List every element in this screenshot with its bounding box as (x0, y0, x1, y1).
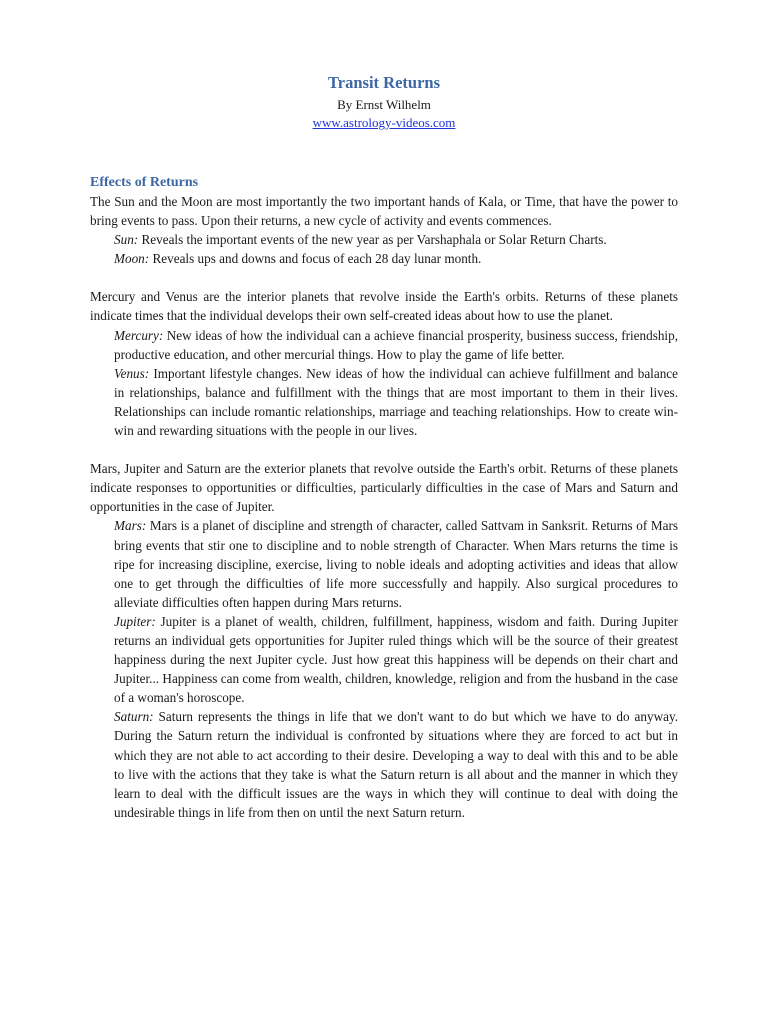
mars-term: Mars: (114, 518, 147, 534)
jupiter-item (114, 612, 678, 707)
saturn-term: Saturn: (114, 709, 154, 725)
paragraph-gap (90, 268, 678, 287)
sun-moon-intro: The Sun and the Moon are most importantly the two important hands of Kala, or Time, that have the power to bring events to pass. Upon their returns, a new cycle of activity and events commences. (90, 194, 678, 229)
paragraph-gap (90, 440, 678, 459)
moon-term: Moon: (114, 251, 150, 267)
interior-planets-intro: Mercury and Venus are the interior planets that revolve inside the Earth's orbits. Returns of these planets indicate times that the individual develops their own self-created ideas about how to use the planet. (90, 289, 678, 324)
document-title: Transit Returns (328, 73, 440, 92)
website-link[interactable]: www.astrology-videos.com (312, 115, 456, 130)
mars-item (114, 516, 678, 611)
saturn-text: Saturn represents the things in life that we don't want to do but which we have to do anyway. During the Saturn return the individual is confronted by situations where they are forced to act but in which they are not able to act according to their desire. Developing a way to deal with this and to be able to live with the actions that they take is what the Saturn return is all about and the manner in which they learn to deal with the difficult issues are the ways in which they will continue to deal with doing the undesirable things in life from then on until the next Saturn return. (114, 709, 678, 820)
moon-item (114, 249, 678, 268)
mars-text: Mars is a planet of discipline and strength of character, called Sattvam in Sanksrit. Returns of Mars bring events that stir one to discipline and to noble strength of Character. When Mars returns the time is ripe for increasing discipline, exercise, living to noble ideals and adopting activities and ideas that allow one to get through the difficulties of life more successfully and happily. Also surgical procedures to alleviate difficulties often happen during Mars returns. (114, 518, 678, 610)
author-byline: By Ernst Wilhelm (337, 97, 431, 112)
venus-item (114, 364, 678, 440)
mercury-text: New ideas of how the individual can a achieve financial prosperity, business success, friendship, productive education, and other mercurial things. How to play the game of life better. (114, 327, 678, 362)
section-heading: Effects of Returns (90, 175, 199, 190)
moon-text: Reveals ups and downs and focus of each 28 day lunar month. (149, 251, 482, 267)
jupiter-text: Jupiter is a planet of wealth, children, fulfillment, happiness, wisdom and faith. During Jupiter returns an individual gets opportunities for Jupiter ruled things which will be the source of their greatest happiness during the next Jupiter cycle. Just how great this happiness will be depends on their chart and Jupiter... Happiness can come from wealth, children, knowledge, religion and from the husband in the case of a woman's horoscope. (114, 613, 678, 706)
mercury-item (114, 326, 678, 364)
sun-term: Sun: (114, 232, 139, 248)
venus-text: Important lifestyle changes. New ideas of how the individual can achieve fulfillment and balance in relationships, balance and fulfillment with the things that are most important to them in their lives. Relationships can include romantic relationships, marriage and teaching relationships. How to create win-win and rewarding situations with the people in our lives. (114, 365, 678, 439)
sun-text: Reveals the important events of the new year as per Varshaphala or Solar Return Charts. (138, 232, 607, 248)
jupiter-term: Jupiter: (114, 613, 156, 629)
sun-item (114, 230, 678, 249)
saturn-item (114, 707, 678, 822)
exterior-planets-intro: Mars, Jupiter and Saturn are the exterior planets that revolve outside the Earth's orbit. Returns of these planets indicate responses to opportunities or difficulties, particularly difficulties in the case of Mars and Saturn and opportunities in the case of Jupiter. (90, 461, 678, 515)
venus-term: Venus: (114, 365, 150, 381)
mercury-term: Mercury: (114, 327, 164, 343)
